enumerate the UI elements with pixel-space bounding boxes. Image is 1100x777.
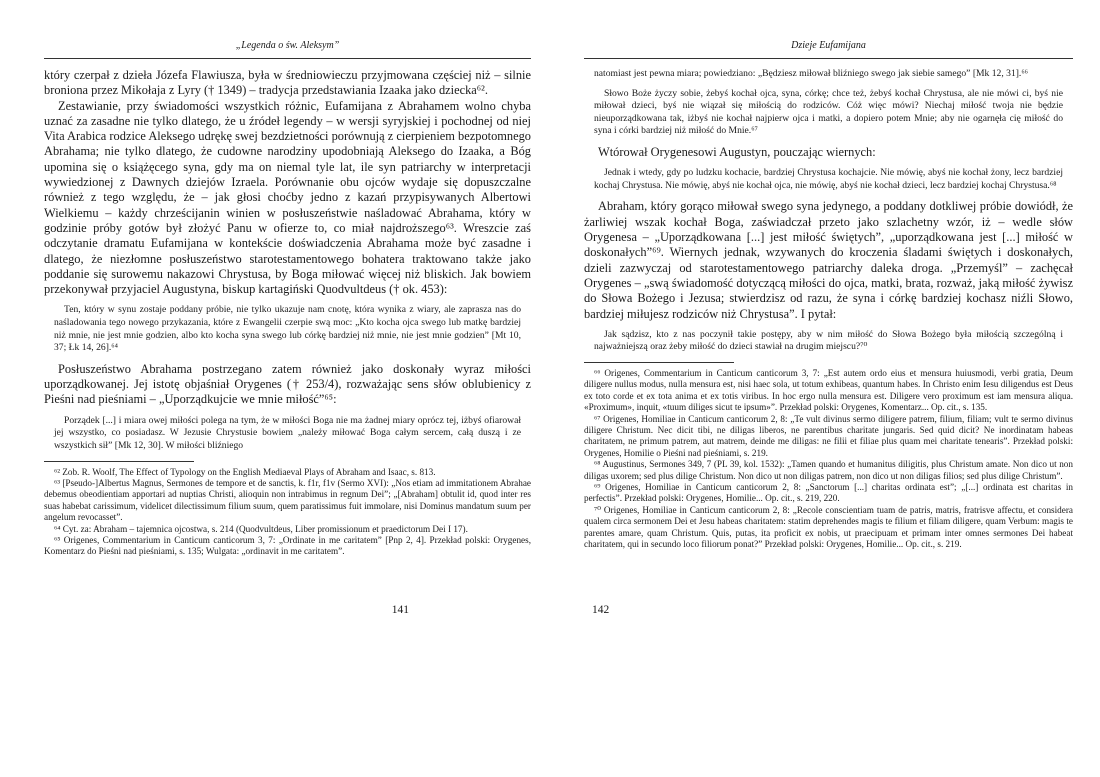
running-head-left: „Legenda o św. Aleksym” — [235, 40, 340, 51]
footnote: ⁷⁰ Origenes, Homiliae in Canticum canticorum 2, 8: „Recole conscientiam tuam de patris, matris, fratrisve affectu, et considera qualem circa sermonem Dei et Jesu habeas charitatem: statim deprehendes magis te filium et filiam diligere, quam Verbum: magis te parentes amare, quam Christum. Quis, putas, ita proficit ex nobis, ut praecipuam et primam inter omnes sermones Dei habeat charitatem, qui in secundo loco filiorum ponat?” Przekład polski: Orygenes, Homilie... Op. cit., s. 219. — [584, 504, 1073, 550]
paragraph: który czerpał z dzieła Józefa Flawiusza, była w średniowieczu przyjmowana częściej niż – silnie broniona przez Mikołaja z Lyry († 1349) – tradycja przedstawiania Izaaka jako dziecka⁶². — [44, 68, 531, 98]
left-page — [44, 0, 531, 777]
block-quote: Porządek [...] i miara owej miłości polega na tym, że w miłości Boga nie ma żadnej miary oprócz tej, iżbyś ofiarował jej wszystko, co posiadasz. W Jezusie Chrystusie bowiem „należy miłować Boga całym sercem, całą duszą i ze wszystkich sił” [Mk 12, 30]. W miłości bliźniego — [54, 414, 521, 451]
header-rule — [44, 58, 531, 59]
footnote: ⁶⁶ Origenes, Commentarium in Canticum canticorum 3, 7: „Est autem ordo eius et mensura huiusmodi, verbi gratia, Deum diligere nullus modus, nulla mensura est, nisi haec sola, ut totum exhibeas, quantum habes. In Christo enim Iesu diligendus est Deus ex toto corde et ex tota anima et ex totis viribus. In hoc ergo nulla mensura est. Diligere vero proximum est iam mensura aliqua. «Proximum», inquit, «tuum diliges sicut te ipsum»”. Przekład polski: Orygenes, Komentarz... Op. cit., s. 135. — [584, 368, 1073, 413]
footnote: ⁶³ [Pseudo-]Albertus Magnus, Sermones de tempore et de sanctis, k. f1r, f1v (Sermo XVI): „Nos etiam ad immitationem Abrahae debemus obeodientiam apportari ad nuptias Christi, alioquin non intrabimus in regnum Dei”; „[Abraham] obtulit id, quod inter res suas habebat carissimum, videlicet dilectissimum filium suum, quem paratissimus fuit immolare, nisi Dominus mandatum suum per angelum revocasset”. — [44, 477, 531, 523]
paragraph: Posłuszeństwo Abrahama postrzegano zatem również jako doskonały wyraz miłości uporządkowanej. Jej istotę objaśniał Orygenes († 253/4), rozważając sens słów oblubienicy z Pieśni nad pieśniami – „Uporządkujcie we mnie miłość”⁶⁵: — [44, 361, 531, 407]
running-head-right: Dzieje Eufamijana — [791, 40, 866, 51]
paragraph: Zestawianie, przy świadomości wszystkich różnic, Eufamijana z Abrahamem wolno chyba uznać za zasadne nie tylko dlatego, że u źródeł legendy – w wersji syryjskiej i pochodnej od niej Vita Arabica rodzice Aleksego udrękę swej bezdzietności porównują z cierpieniem bezpotomnego Abrahama; nie tylko dlatego, że cudowne narodziny upodobniają Aleksego do Izaaka, a Bóg upomina się o książęcego syna, gdy ma on niemal tyle lat, ile syn patriarchy w interpretacji wywiedzionej z Dawnych dziejów Izraela. Porównanie obu ojców wydaje się dopuszczalne również z tego względu, że – jak głosi choćby jedno z kazań przypisywanych Albertowi Wielkiemu – każdy chrześcijanin winien w posłuszeństwie naśladować Abrahama, który w godzinie próby gotów był złożyć Panu w ofierze to, co miał najdroższego⁶³. Wreszcie zaś odczytanie dramatu Eufamijana w kontekście doświadczenia Abrahama może być zasadne i dlatego, że niezłomne posłuszeństwo starotestamentowego bohatera traktowano także jako poddanie się surowemu nakazowi Chrystusa, by Boga miłować więcej niż bliskich. Jak bowiem przekonywał przyjaciel Augustyna, biskup kartagiński Quodvultdeus († ok. 453): — [44, 98, 531, 297]
footnote: ⁶² Zob. R. Woolf, The Effect of Typology on the English Mediaeval Plays of Abraham and Isaac, s. 813. — [54, 466, 436, 477]
block-quote: natomiast jest pewna miara; powiedziano: „Będziesz miłował bliźniego swego jak siebie samego” [Mk 12, 31].⁶⁶ — [594, 68, 1029, 79]
right-page — [584, 0, 1073, 777]
left-page-content — [44, 68, 531, 558]
block-quote: Ten, który w synu zostaje poddany próbie, nie tylko ukazuje nam cnotę, która wynika z wiary, ale zaprasza nas do naśladowania tego nowego przykazania, które z Ewangelii czerpie swą moc: „Kto kocha ojca swego lub matkę bardziej niż mnie, nie jest mnie godzien, albo kto kocha syna swego lub córkę bardziej niż mnie, nie jest mnie godzien” [Mt 10, 37; Łk 14, 26].⁶⁴ — [54, 304, 521, 354]
paragraph: Wtórował Orygenesowi Augustyn, pouczając wiernych: — [598, 144, 876, 159]
page-number: 142 — [592, 604, 610, 616]
block-quote: Słowo Boże życzy sobie, żebyś kochał ojca, syna, córkę; chce też, żebyś kochał Chrystusa, ale nie mówi ci, byś nie miłował dzieci, byś nie wiązał się miłością do rodziców. Cóż więc mówi? Niechaj miłość twoja nie będzie nieuporządkowana tak, iżbyś nie kochał najpierw ojca i matki, a dopiero potem Mnie; aby nie ogarnęła cię miłość do syna i córki bardziej niż miłość do Mnie.⁶⁷ — [594, 87, 1063, 137]
block-quote: Jak sądzisz, kto z nas poczynił takie postępy, aby w nim miłość do Słowa Bożego była miłością szczególną i najważniejszą oraz żeby miłość do dzieci stawiał na drugim miejscu?⁷⁰ — [594, 328, 1063, 353]
footnote-rule — [584, 362, 734, 363]
footnote: ⁶⁷ Origenes, Homiliae in Canticum canticorum 2, 8: „Te vult divinus sermo diligere patrem, filium, filiam; vult te sermo divinus diligere Christum. Nec dicit tibi, ne diligas liberos, ne parentibus charitate jungaris. Sed quid dicit? Ne inordinatam habeas charitatem, ne primum patrem, aut matrem, deinde me diligas: ne filii et filiae plus quam mei charitate tenearis”. Przekład polski: Orygenes, Homilie o Pieśni nad pieśniami, s. 219. — [584, 413, 1073, 458]
paragraph: Abraham, który gorąco miłował swego syna jedynego, a poddany dotkliwej próbie dowiódł, że żarliwiej wszak kochał Boga, zaświadczał przeto jako szlachetny wzór, iż – wedle słów Orygenesa – „Uporządkowana [...] jest miłość świętych”, „uporządkowana jest [...] miłość w doskonałych”⁶⁹. Wiernych jednak, wzywanych do kroczenia śladami świętych i doskonałych, dzieli zazwyczaj od starotestamentowego patriarchy daleka droga. „Przemyśl” – zachęcał Orygenes – „swą świadomość dotyczącą miłości do ojca, matki, brata, rozważ, jaką miłość żywisz do Słowa Bożego i Jezusa; stwierdzisz od razu, że syna i córkę bardziej kochasz niźli Słowo, bardziej miłujesz rodziców niż Chrystusa”. I pytał: — [584, 199, 1073, 321]
footnote: ⁶⁸ Augustinus, Sermones 349, 7 (PL 39, kol. 1532): „Tamen quando et humanitus diligitis, plus Christum amate. Non dico ut non diligas uxorem; sed plus dilige Christum. Non dico ut non diligas patrem, non dico ut non diligas filios; sed plus dilige Christum”. — [584, 459, 1073, 481]
footnote: ⁶⁴ Cyt. za: Abraham – tajemnica ojcostwa, s. 214 (Quodvultdeus, Liber promissionum et praedictorum Dei I 17). — [54, 523, 468, 534]
footnote: ⁶⁹ Origenes, Homiliae in Canticum canticorum 2, 8: „Sanctorum [...] charitas ordinata est”; „[...] ordinata est charitas in perfectis”. Przekład polski: Orygenes, Homilie... Op. cit., s. 219, 220. — [584, 482, 1073, 504]
right-page-content — [584, 68, 1073, 551]
footnote-rule — [44, 461, 194, 462]
header-rule — [584, 58, 1073, 59]
page-number: 141 — [391, 604, 409, 616]
block-quote: Jednak i wtedy, gdy po ludzku kochacie, bardziej Chrystusa kochajcie. Nie mówię, abyś nie kochał żony, lecz bardziej kochaj Chrystusa. Nie mówię, abyś nie kochał ojca, nie mówię, abyś nie kochał dzieci, lecz bardziej kochaj Chrystusa.⁶⁸ — [594, 167, 1063, 191]
footnote: ⁶⁵ Origenes, Commentarium in Canticum canticorum 3, 7: „Ordinate in me caritatem” [Pnp 2, 4]. Przekład polski: Orygenes, Komentarz do Pieśni nad pieśniami, s. 135; Wulgata: „ordinavit in me caritatem”. — [44, 534, 531, 557]
